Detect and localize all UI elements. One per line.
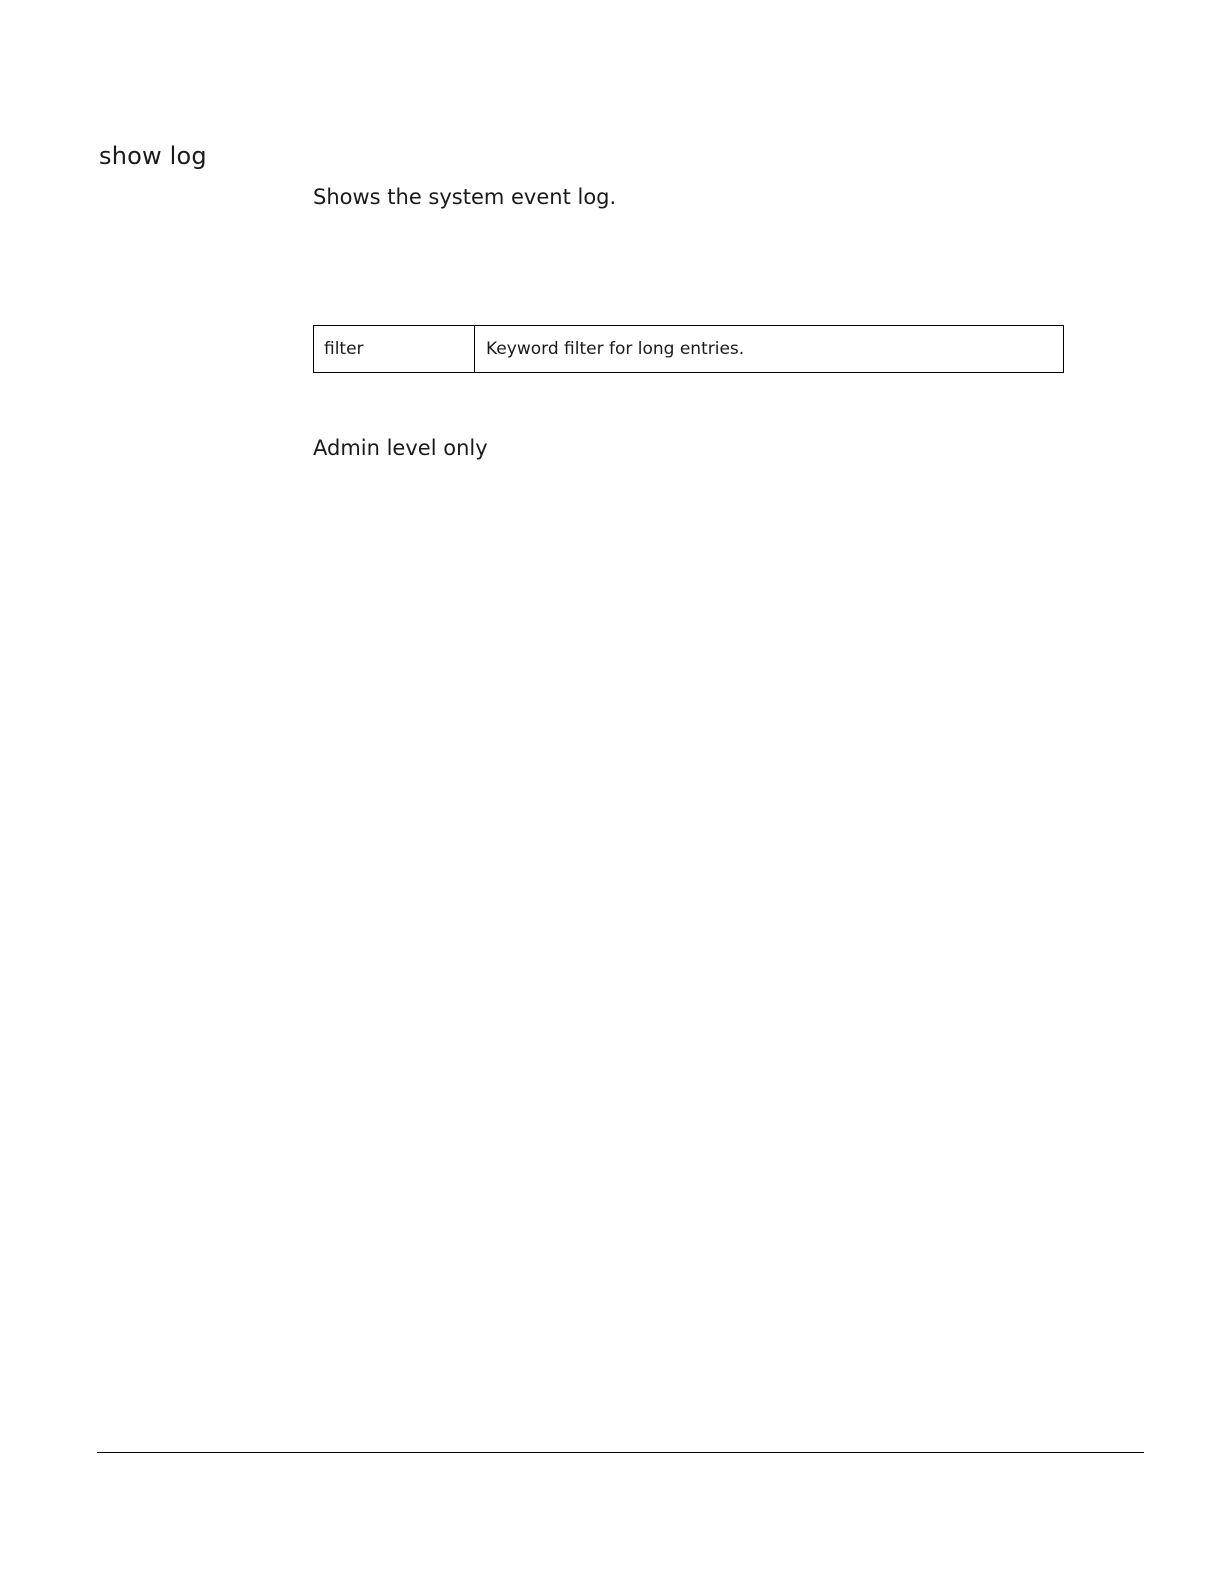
parameter-description: Keyword filter for long entries.: [475, 326, 1064, 373]
table-row: [314, 326, 1064, 373]
command-heading: show log: [99, 142, 207, 170]
access-level-note: Admin level only: [313, 436, 488, 460]
parameter-name: filter: [314, 326, 475, 373]
footer-divider: [97, 1452, 1144, 1453]
command-description: Shows the system event log.: [313, 185, 617, 209]
parameters-table: [313, 325, 1064, 373]
